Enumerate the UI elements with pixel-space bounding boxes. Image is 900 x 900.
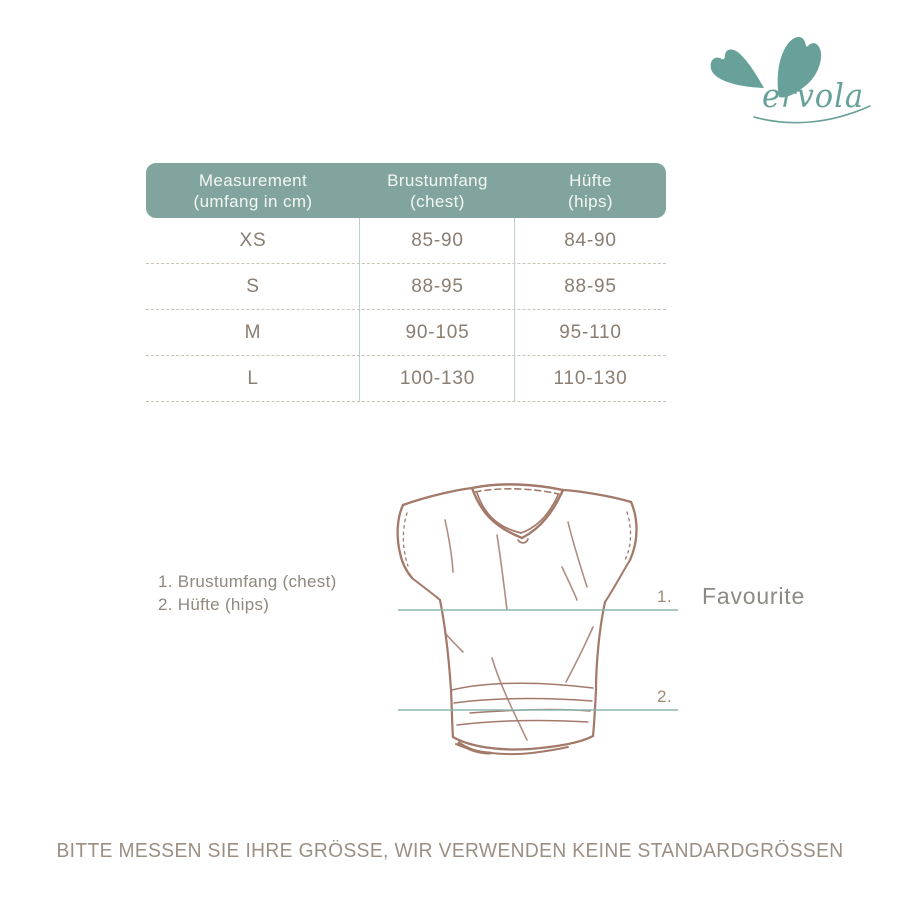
header-measurement-line1: Measurement <box>198 170 308 190</box>
size-table-header <box>146 163 666 218</box>
size-label: XS <box>239 229 267 251</box>
size-label: S <box>246 275 260 297</box>
column-divider <box>514 218 515 401</box>
chest-value: 85-90 <box>411 229 464 251</box>
table-row <box>146 309 666 355</box>
hips-value: 88-95 <box>564 275 617 297</box>
hips-line-marker: 2. <box>657 687 673 706</box>
header-hips <box>515 163 666 218</box>
shirt-sketch <box>380 460 690 770</box>
leaf-icon <box>711 49 764 88</box>
size-label: L <box>247 367 259 389</box>
size-table-body <box>146 218 666 402</box>
column-divider <box>359 218 360 401</box>
table-row <box>146 218 666 263</box>
header-hips-line2: (hips) <box>568 191 613 211</box>
hips-value: 84-90 <box>564 229 617 251</box>
table-row <box>146 355 666 401</box>
brand-logo <box>698 26 883 131</box>
hips-value: 95-110 <box>559 321 622 343</box>
header-chest-line1: Brustumfang <box>387 170 488 190</box>
chest-value: 88-95 <box>411 275 464 297</box>
legend-item-chest: 1. Brustumfang (chest) <box>158 572 337 591</box>
product-caption: Favourite <box>702 583 806 609</box>
header-measurement-line2: (umfang in cm) <box>193 191 313 211</box>
header-hips-line1: Hüfte <box>569 170 612 190</box>
footer-note: BITTE MESSEN SIE IHRE GRÖSSE, WIR VERWENDEN KEINE STANDARDGRÖSSEN <box>56 840 844 862</box>
shirt-outline <box>398 484 637 754</box>
chest-value: 100-130 <box>399 367 476 389</box>
header-chest <box>360 163 515 218</box>
header-measurement <box>146 163 360 218</box>
size-label: M <box>244 321 262 343</box>
size-table <box>146 163 666 402</box>
header-chest-line2: (chest) <box>410 191 465 211</box>
logo-text: ervola <box>762 76 864 115</box>
chest-value: 90-105 <box>405 321 470 343</box>
shirt-wrinkles <box>445 520 593 740</box>
measurement-legend <box>158 570 337 616</box>
chest-line-marker: 1. <box>657 587 673 606</box>
legend-item-hips: 2. Hüfte (hips) <box>158 595 270 614</box>
table-row <box>146 263 666 309</box>
hips-value: 110-130 <box>553 367 628 389</box>
measurement-lines <box>398 610 678 710</box>
